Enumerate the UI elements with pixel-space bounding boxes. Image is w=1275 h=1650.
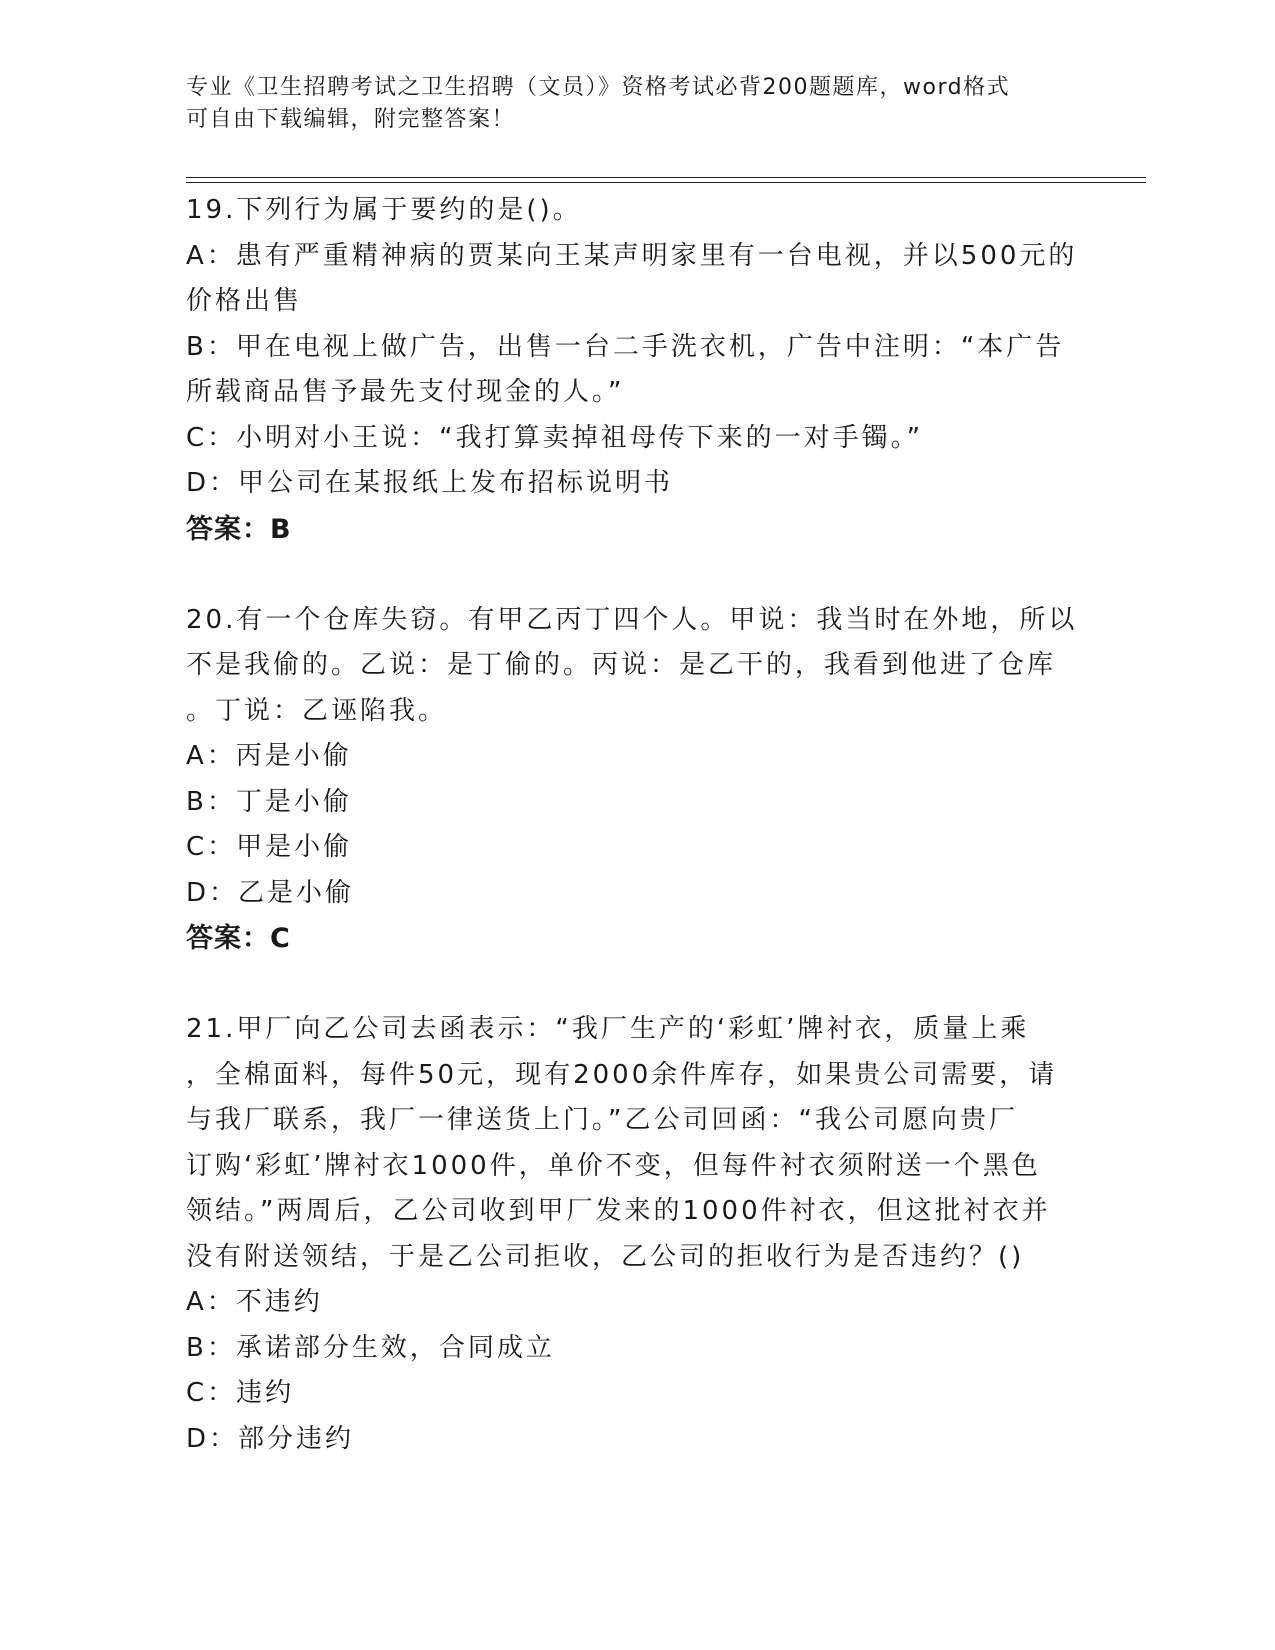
question-21: [186, 1007, 1086, 1462]
option-a: A：患有严重精神病的贾某向王某声明家里有一台电视，并以500元的: [186, 240, 1078, 271]
option-a-continued: 价格出售: [186, 286, 303, 316]
question-stem-line-3: 与我厂联系，我厂一律送货上门。”乙公司回函：“我公司愿向贵厂: [186, 1105, 1018, 1135]
question-stem-line-2: 不是我偷的。乙说：是丁偷的。丙说：是乙干的，我看到他进了仓库: [186, 650, 1057, 680]
option-b-continued: 所载商品售予最先支付现金的人。”: [186, 377, 625, 407]
question-stem-line-5: 领结。”两周后，乙公司收到甲厂发来的1000件衬衣，但这批衬衣并: [186, 1196, 1051, 1226]
answer-label: 答案：C: [186, 923, 291, 954]
option-c: C：违约: [186, 1378, 295, 1408]
question-20: [186, 598, 1086, 962]
answer-label: 答案：B: [186, 513, 292, 545]
question-stem-line-2: ，全棉面料，每件50元，现有2000余件库存，如果贵公司需要，请: [186, 1059, 1058, 1090]
option-a: A：不违约: [186, 1287, 323, 1317]
header-line-2: 可自由下载编辑，附完整答案！: [186, 107, 516, 132]
option-d: D：乙是小偷: [186, 877, 355, 908]
option-b: B：承诺部分生效，合同成立: [186, 1332, 555, 1363]
header-line-1: 专业《卫生招聘考试之卫生招聘（文员）》资格考试必背200题题库，word格式: [186, 75, 1011, 100]
question-19: [186, 188, 1086, 552]
question-stem: 19.下列行为属于要约的是()。: [186, 195, 582, 225]
question-stem-line-4: 订购‘彩虹’牌衬衣1000件，单价不变，但每件衬衣须附送一个黑色: [186, 1150, 1041, 1181]
question-stem-line-3: 。丁说：乙诬陷我。: [186, 695, 448, 726]
option-c: C：小明对小王说：“我打算卖掉祖母传下来的一对手镯。”: [186, 422, 924, 453]
spacer: [186, 962, 1086, 1008]
option-d: D：甲公司在某报纸上发布招标说明书: [186, 468, 674, 498]
option-b: B：丁是小偷: [186, 786, 352, 817]
spacer: [186, 552, 1086, 598]
option-b: B：甲在电视上做广告，出售一台二手洗衣机，广告中注明：“本广告: [186, 331, 1065, 362]
question-stem-line-6: 没有附送领结，于是乙公司拒收，乙公司的拒收行为是否违约？(): [186, 1241, 1025, 1272]
option-a: A：丙是小偷: [186, 741, 352, 771]
option-d: D：部分违约: [186, 1423, 355, 1454]
header-rule-top: [186, 177, 1146, 178]
question-stem: 20.有一个仓库失窃。有甲乙丙丁四个人。甲说：我当时在外地，所以: [186, 604, 1078, 635]
header-rule-bottom: [186, 182, 1146, 183]
document-header: [186, 72, 1086, 136]
question-list: [186, 188, 1086, 1462]
option-c: C：甲是小偷: [186, 832, 353, 862]
question-stem: 21.甲厂向乙公司去函表示：“我厂生产的‘彩虹’牌衬衣，质量上乘: [186, 1014, 1030, 1044]
